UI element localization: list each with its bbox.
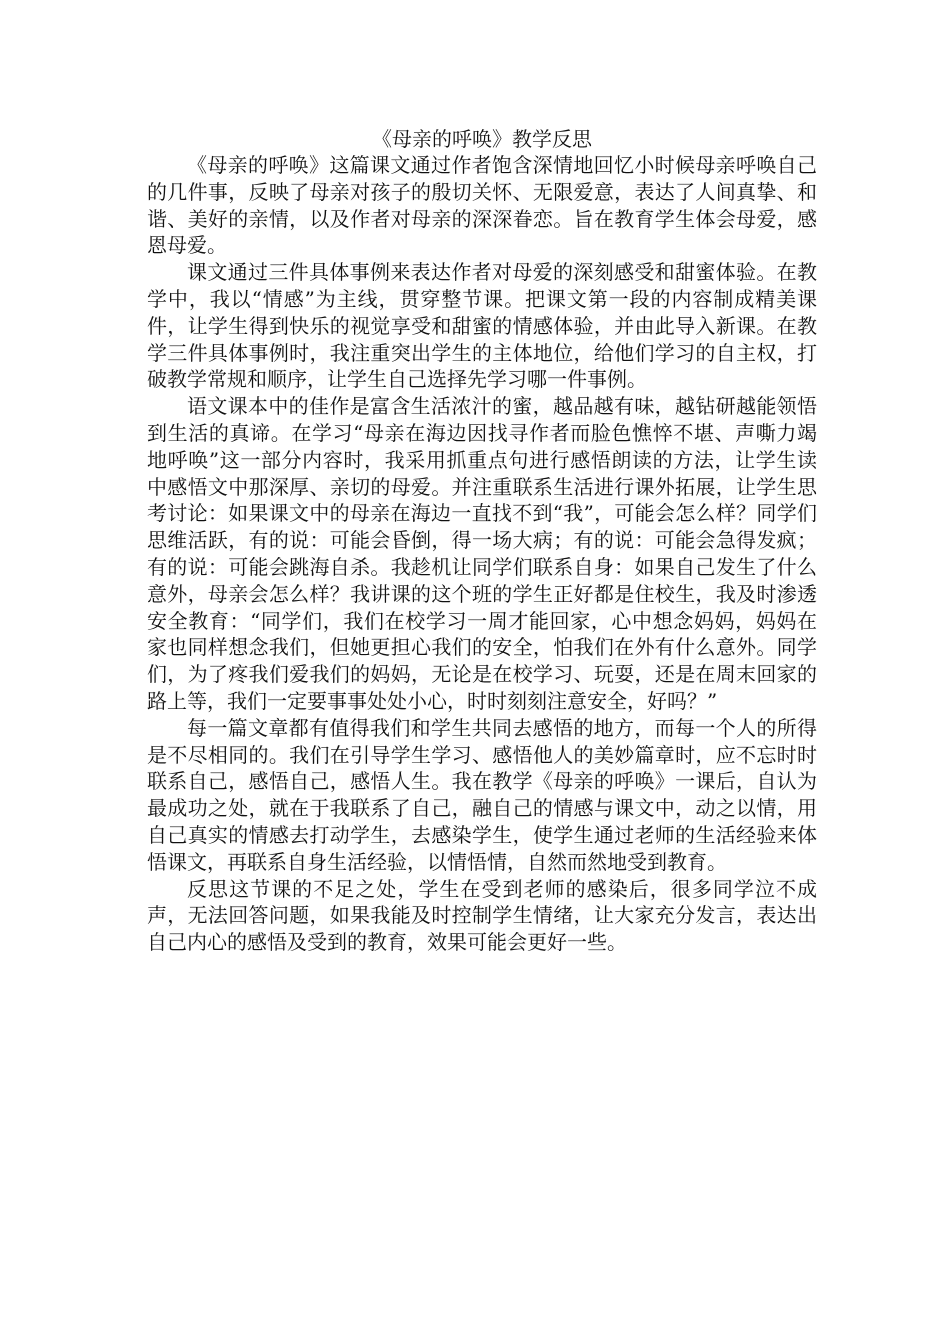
paragraph-intro: 《母亲的呼唤》这篇课文通过作者饱含深情地回忆小时候母亲呼唤自己的几件事，反映了母亲对孩子的殷切关怀、无限爱意，表达了人间真挚、和谐、美好的亲情，以及作者对母亲的深深眷恋。旨在教育学生体会母爱，感恩母爱。: [147, 153, 817, 258]
paragraph-teaching-approach: 课文通过三件具体事例来表达作者对母爱的深刻感受和甜蜜体验。在教学中，我以“情感”为主线，贯穿整节课。把课文第一段的内容制成精美课件，让学生得到快乐的视觉享受和甜蜜的情感体验，并由此导入新课。在教学三件具体事例时，我注重突出学生的主体地位，给他们学习的自主权，打破教学常规和顺序，让学生自己选择先学习哪一件事例。: [147, 260, 817, 392]
paragraph-reading-insight: 语文课本中的佳作是富含生活浓汁的蜜，越品越有味，越钻研越能领悟到生活的真谛。在学习“母亲在海边因找寻作者而脸色憔悴不堪、声嘶力竭地呼唤”这一部分内容时，我采用抓重点句进行感悟朗读的方法，让学生读中感悟文中那深厚、亲切的母爱。并注重联系生活进行课外拓展，让学生思考讨论：如果课文中的母亲在海边一直找不到“我”，可能会怎么样？同学们思维活跃，有的说：可能会昏倒，得一场大病；有的说：可能会急得发疯；有的说：可能会跳海自杀。我趁机让同学们联系自身：如果自己发生了什么意外，母亲会怎么样？我讲课的这个班的学生正好都是住校生，我及时渗透安全教育：“同学们，我们在校学习一周才能回家，心中想念妈妈，妈妈在家也同样想念我们，但她更担心我们的安全，怕我们在外有什么意外。同学们，为了疼我们爱我们的妈妈，无论是在校学习、玩耍，还是在周末回家的路上等，我们一定要事事处处小心，时时刻刻注意安全，好吗？”: [147, 394, 817, 713]
document-title: 《母亲的呼唤》教学反思: [372, 127, 592, 151]
document-page: [147, 126, 817, 956]
paragraph-reflection: 每一篇文章都有值得我们和学生共同去感悟的地方，而每一个人的所得是不尽相同的。我们在引导学生学习、感悟他人的美妙篇章时，应不忘时时联系自己，感悟自己，感悟人生。我在教学《母亲的呼唤》一课后，自认为最成功之处，就在于我联系了自己，融自己的情感与课文中，动之以情，用自己真实的情感去打动学生，去感染学生，使学生通过老师的生活经验来体悟课文，再联系自身生活经验，以情悟情，自然而然地受到教育。: [147, 715, 817, 874]
paragraph-shortcomings: 反思这节课的不足之处，学生在受到老师的感染后，很多同学泣不成声，无法回答问题，如果我能及时控制学生情绪，让大家充分发言，表达出自己内心的感悟及受到的教育，效果可能会更好一些。: [147, 876, 817, 955]
